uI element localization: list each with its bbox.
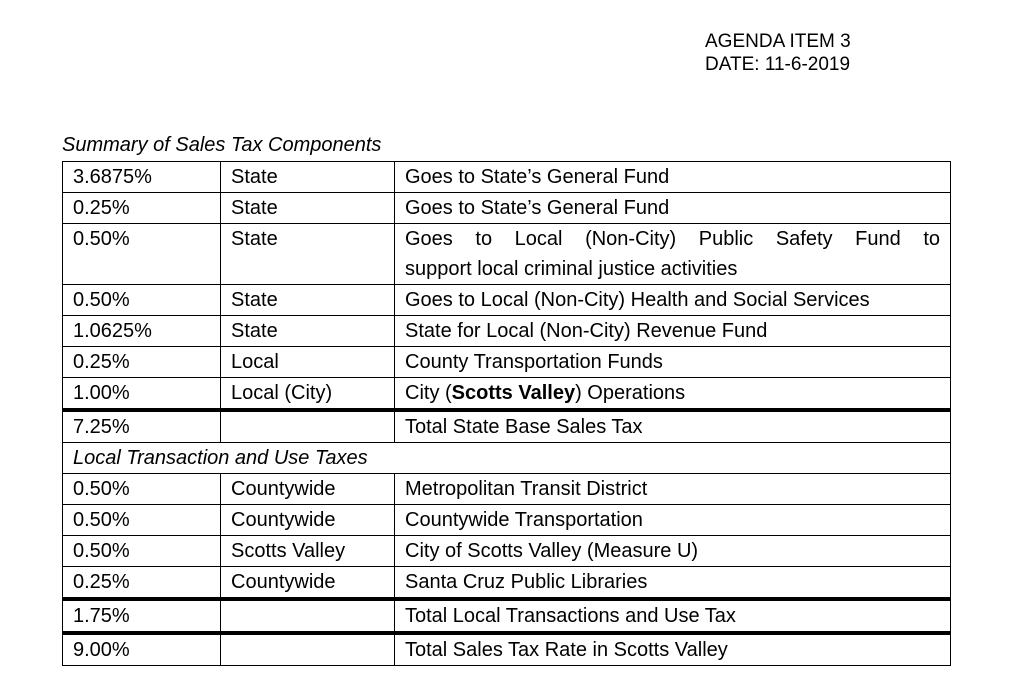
table-row (63, 536, 951, 567)
level-cell: Local (221, 347, 395, 378)
description-cell: Goes to State’s General Fund (395, 193, 951, 224)
level-cell: State (221, 193, 395, 224)
description-cell: State for Local (Non-City) Revenue Fund (395, 316, 951, 347)
level-cell: Countywide (221, 567, 395, 600)
rate-cell: 0.25% (63, 193, 221, 224)
level-cell (221, 633, 395, 666)
rate-cell: 7.25% (63, 410, 221, 443)
agenda-date: DATE: 11-6-2019 (705, 54, 851, 75)
description-cell (395, 224, 951, 285)
section-header-row (63, 443, 951, 474)
local-total-row (63, 599, 951, 633)
table-row (63, 224, 951, 285)
state-total-row (63, 410, 951, 443)
level-cell: State (221, 162, 395, 193)
level-cell: Local (City) (221, 378, 395, 411)
agenda-header (705, 30, 851, 76)
description-cell: Goes to State’s General Fund (395, 162, 951, 193)
description-line: Goes to Local (Non-City) Public Safety Fund to (405, 228, 940, 250)
rate-cell: 0.50% (63, 474, 221, 505)
rate-cell: 0.25% (63, 347, 221, 378)
description-cell: Total Sales Tax Rate in Scotts Valley (395, 633, 951, 666)
level-cell: State (221, 285, 395, 316)
description-prefix: City ( (405, 382, 452, 404)
rate-cell: 0.50% (63, 536, 221, 567)
local-section-title: Local Transaction and Use Taxes (63, 443, 951, 474)
city-name-bold: Scotts Valley (451, 382, 576, 404)
description-cell: Goes to Local (Non-City) Health and Social Services (395, 285, 951, 316)
description-cell: County Transportation Funds (395, 347, 951, 378)
level-cell: Countywide (221, 474, 395, 505)
description-cell (395, 378, 951, 411)
rate-cell: 0.25% (63, 567, 221, 600)
table-row (63, 378, 951, 411)
rate-cell: 0.50% (63, 224, 221, 285)
rate-cell: 9.00% (63, 633, 221, 666)
level-cell: State (221, 316, 395, 347)
description-line: support local criminal justice activities (405, 258, 738, 280)
table-row (63, 474, 951, 505)
table-row (63, 162, 951, 193)
level-cell: Countywide (221, 505, 395, 536)
rate-cell: 1.75% (63, 599, 221, 633)
description-cell: Total Local Transactions and Use Tax (395, 599, 951, 633)
level-cell (221, 599, 395, 633)
sales-tax-table (62, 161, 951, 666)
description-cell: City of Scotts Valley (Measure U) (395, 536, 951, 567)
level-cell (221, 410, 395, 443)
rate-cell: 1.0625% (63, 316, 221, 347)
description-cell: Metropolitan Transit District (395, 474, 951, 505)
rate-cell: 3.6875% (63, 162, 221, 193)
table-row (63, 347, 951, 378)
rate-cell: 0.50% (63, 285, 221, 316)
table-row (63, 193, 951, 224)
description-cell: Total State Base Sales Tax (395, 410, 951, 443)
description-cell: Countywide Transportation (395, 505, 951, 536)
table-caption: Summary of Sales Tax Components (62, 134, 382, 156)
level-cell: Scotts Valley (221, 536, 395, 567)
description-cell: Santa Cruz Public Libraries (395, 567, 951, 600)
level-cell: State (221, 224, 395, 285)
rate-cell: 0.50% (63, 505, 221, 536)
table-row (63, 285, 951, 316)
description-suffix: ) Operations (575, 382, 686, 404)
table-row (63, 567, 951, 600)
rate-cell: 1.00% (63, 378, 221, 411)
grand-total-row (63, 633, 951, 666)
agenda-item-label: AGENDA ITEM 3 (705, 31, 851, 52)
table-row (63, 505, 951, 536)
table-row (63, 316, 951, 347)
